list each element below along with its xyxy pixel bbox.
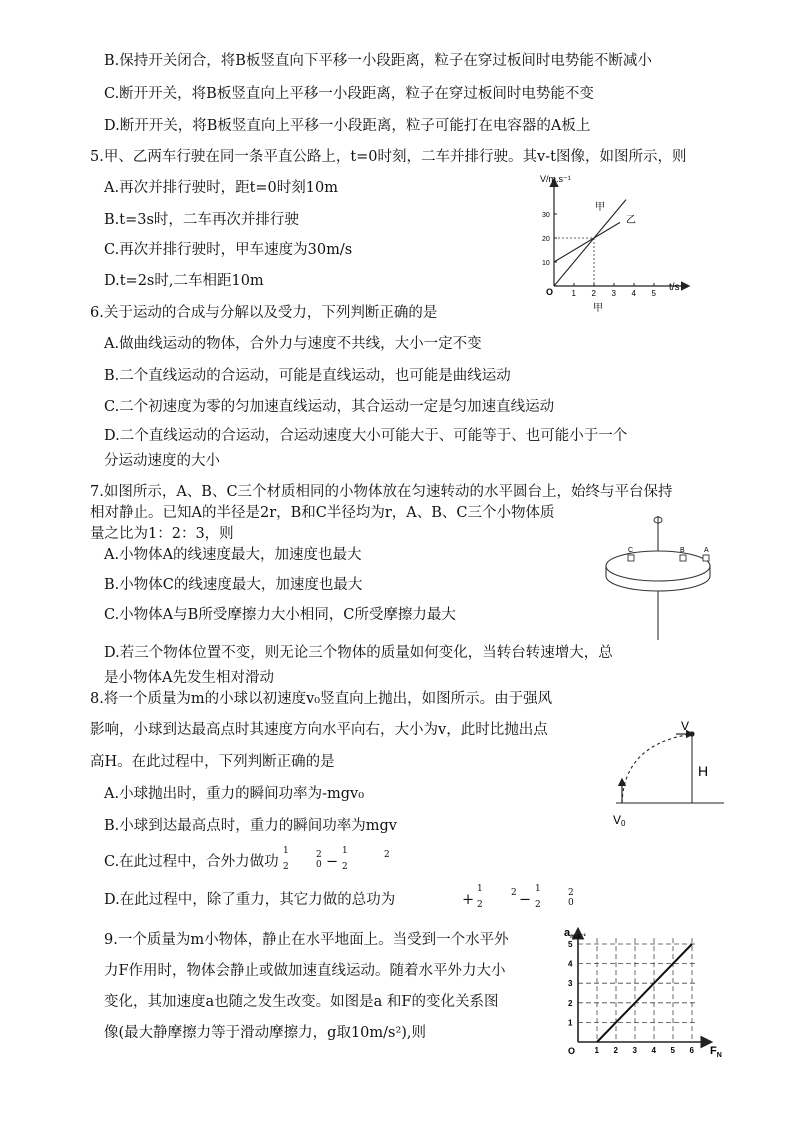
q5-x-tick-label: 4 <box>631 289 636 298</box>
q9-x-tick-label: 3 <box>632 1046 637 1055</box>
q5-x-tick-label: 1 <box>571 289 576 298</box>
q5-x-label: t/s <box>669 282 680 293</box>
q9-y-tick-label: 1 <box>568 1018 573 1028</box>
q9-y-tick-label: 4 <box>568 959 573 969</box>
q7-block-a <box>703 555 709 561</box>
q9-stem-line3: 变化，其加速度a也随之发生改变。如图是a 和F的变化关系图 <box>104 994 499 1010</box>
q4-option-b: B.保持开关闭合，将B板竖直向下平移一小段距离，粒子在穿过板间时电势能不断减小 <box>104 53 652 69</box>
q9-y-label: am.s⁻² <box>564 927 586 940</box>
q8-option-b: B.小球到达最高点时，重力的瞬间功率为mgv <box>104 818 397 834</box>
q8-option-c: C.在此过程中，合外力做功 <box>104 854 279 870</box>
q5-caption: 甲 <box>593 303 603 314</box>
q9-x-label: $F_N$ <box>710 1045 722 1059</box>
q7-block-c <box>628 555 634 561</box>
q5-y-tick-label: 10 <box>542 260 550 267</box>
q8-ball <box>689 731 694 736</box>
q9-a-f-graph <box>558 922 738 1070</box>
q5-option-d: D.t=2s时,二车相距10m <box>104 273 264 289</box>
q7-stem-line3: 量之比为1：2：3，则 <box>90 526 234 542</box>
q9-x-tick-label: 1 <box>594 1046 599 1055</box>
q8-stem-line3: 高H。在此过程中，下列判断正确的是 <box>90 754 335 770</box>
q8-stem-line2: 影响，小球到达最高点时其速度方向水平向右，大小为v，此时比抛出点 <box>90 722 548 738</box>
q5-option-c: C.再次并排行驶时，甲车速度为30m/s <box>104 242 353 258</box>
q9-a-f-line <box>597 944 692 1042</box>
q5-series-yi-line <box>554 222 620 262</box>
q7-label-c: C <box>628 547 634 554</box>
q5-label-jia: 甲 <box>595 202 605 213</box>
q4-option-c: C.断开开关，将B板竖直向上平移一小段距离，粒子在穿过板间时电势能不变 <box>104 86 594 102</box>
q9-stem-line2: 力F作用时，物体会静止或做加速直线运动。随着水平外力大小 <box>104 963 506 979</box>
q6-option-c: C.二个初速度为零的匀加速直线运动，其合运动一定是匀加速直线运动 <box>104 399 555 415</box>
q7-stem-line2: 相对静止。已知A的半径是2r，B和C半径均为r，A、B、C三个小物体质 <box>90 505 555 521</box>
q6-stem: 6.关于运动的合成与分解以及受力，下列判断正确的是 <box>90 305 438 321</box>
q5-y-label: V/m.s⁻¹ <box>540 174 571 184</box>
q7-option-c: C.小物体A与B所受摩擦力大小相同，C所受摩擦力最大 <box>104 607 456 623</box>
q5-vt-graph <box>530 172 700 317</box>
q8-option-a: A.小球抛出时，重力的瞬间功率为-mgv₀ <box>104 786 365 802</box>
q6-option-a: A.做曲线运动的物体，合外力与速度不共线，大小一定不变 <box>104 336 482 352</box>
q7-option-d-line1: D.若三个物体位置不变，则无论三个物体的质量如何变化，当转台转速增大，总 <box>104 645 613 661</box>
q5-origin: O <box>546 287 554 297</box>
q7-stem-line1: 7.如图所示，A、B、C三个材质相同的小物体放在匀速转动的水平圆台上，始终与平台保持 <box>90 484 673 500</box>
q7-option-b: B.小物体C的线速度最大，加速度也最大 <box>104 577 363 593</box>
q8-label-v0: V0 <box>613 813 626 828</box>
q5-y-tick-label: 20 <box>542 236 550 243</box>
q5-series-jia-line <box>554 200 626 286</box>
q7-option-d-line2: 是小物体A先发生相对滑动 <box>104 670 274 686</box>
q7-block-b <box>680 555 686 561</box>
q9-x-tick-label: 2 <box>613 1046 618 1055</box>
q5-x-tick-label: 3 <box>611 289 616 298</box>
q9-stem-line1: 9.一个质量为m小物体，静止在水平地面上。当受到一个水平外 <box>104 932 509 948</box>
q8-trajectory <box>622 734 692 803</box>
q5-label-yi: 乙 <box>626 215 636 226</box>
q5-x-tick-label: 2 <box>591 289 596 298</box>
q8-trajectory-figure <box>604 714 734 832</box>
q6-option-b: B.二个直线运动的合运动，可能是直线运动，也可能是曲线运动 <box>104 368 511 384</box>
q7-label-a: A <box>704 547 709 554</box>
q5-option-b: B.t=3s时，二车再次并排行驶 <box>104 212 299 228</box>
q5-x-tick-label: 5 <box>651 289 656 298</box>
q8-label-v: V <box>681 719 690 733</box>
q5-stem: 5.甲、乙两车行驶在同一条平直公路上，t=0时刻，二车并排行驶。其v-t图像，如图所示，则 <box>90 149 687 165</box>
q4-option-d: D.断开开关，将B板竖直向上平移一小段距离，粒子可能打在电容器的A板上 <box>104 118 591 134</box>
q9-y-tick-label: 2 <box>568 998 573 1008</box>
q8-label-h: H <box>698 763 709 779</box>
q5-y-tick-label: 30 <box>542 212 550 219</box>
q9-x-tick-label: 6 <box>689 1046 694 1055</box>
q8-option-d: D.在此过程中，除了重力，其它力做的总功为 <box>104 892 396 908</box>
q7-turntable <box>606 551 710 581</box>
q9-x-tick-label: 4 <box>651 1046 656 1055</box>
q6-option-d-line2: 分运动速度的大小 <box>104 453 220 469</box>
q9-stem-line4: 像(最大静摩擦力等于滑动摩擦力，g取10m/s²),则 <box>104 1025 427 1041</box>
q9-y-tick-label: 5 <box>568 940 573 949</box>
q7-turntable-figure <box>600 508 725 648</box>
q9-y-tick-label: 3 <box>568 979 573 989</box>
q9-origin: O <box>568 1046 576 1056</box>
q8-stem-line1: 8.将一个质量为m的小球以初速度v₀竖直向上抛出，如图所示。由于强风 <box>90 691 553 707</box>
q7-label-b: B <box>680 547 685 554</box>
q7-option-a: A.小物体A的线速度最大，加速度也最大 <box>104 547 362 563</box>
q9-x-tick-label: 5 <box>670 1046 675 1055</box>
q5-option-a: A.再次并排行驶时，距t=0时刻10m <box>104 180 338 196</box>
q6-option-d-line1: D.二个直线运动的合运动，合运动速度大小可能大于、可能等于、也可能小于一个 <box>104 428 628 444</box>
